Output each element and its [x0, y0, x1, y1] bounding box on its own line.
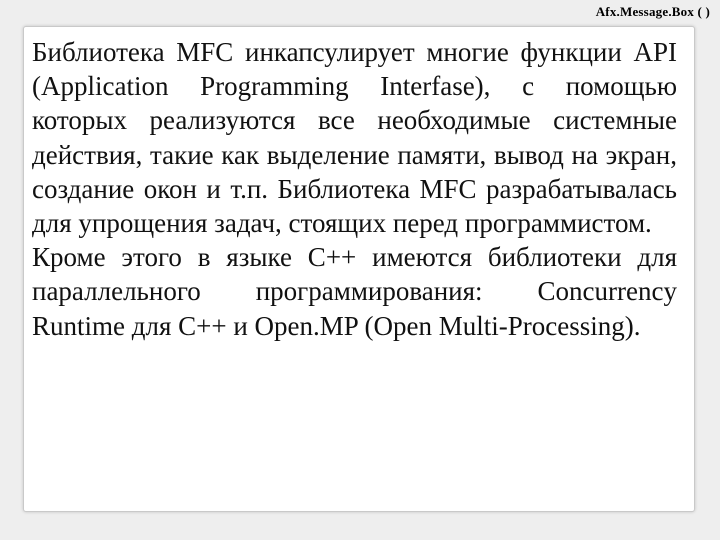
content-panel — [23, 26, 695, 512]
text-body — [32, 35, 677, 343]
paragraph-parallel-libraries: Кроме этого в языке С++ имеются библиотеки для параллельного программирования: Concurrency Runtime для С++ и Open.MP (Open Multi-Processing). — [32, 242, 677, 341]
slide-header-title: Afx.Message.Box ( ) — [595, 4, 710, 19]
paragraph-mfc-description: Библиотека MFC инкапсулирует многие функции API (Application Programming Interfase), с помощью которых реализуются все необходимые системные действия, такие как выделение памяти, вывод на экран, создание окон и т.п. Библиотека MFC разрабатывалась для упрощения задач, стоящих перед программистом. — [32, 37, 677, 239]
